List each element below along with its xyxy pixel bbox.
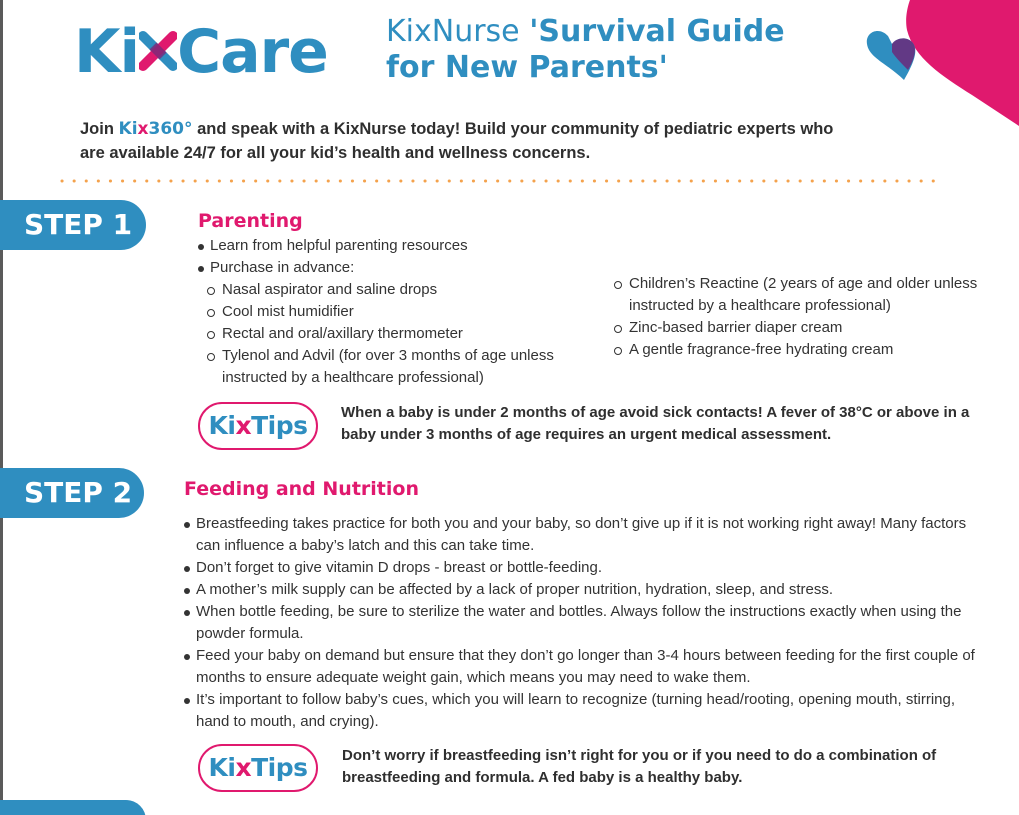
kixcare-logo: [74, 17, 328, 87]
kixtips-suffix: Tips: [251, 753, 308, 782]
kixtips-suffix: Tips: [251, 411, 308, 440]
kixtips-badge: [198, 402, 318, 450]
list-item: Cool mist humidifier: [207, 301, 587, 323]
logo-text-prefix: Ki: [74, 17, 140, 87]
purchase-sublist-right: [614, 273, 1004, 361]
section-heading-parenting: Parenting: [198, 210, 303, 232]
list-item: A gentle fragrance-free hydrating cream: [614, 339, 1004, 361]
step-2-tip: Don’t worry if breastfeeding isn’t right for you or if you need to do a combination of breastfeeding and formula. A fed baby is a healthy baby.: [342, 747, 937, 786]
list-item: Purchase in advance:: [198, 257, 598, 279]
kixtips-badge: [198, 744, 318, 792]
step-2-tab: STEP 2: [0, 468, 144, 518]
list-item: Breastfeeding takes practice for both you and your baby, so don’t give up if it is not working right away! Many factors can influence a baby’s latch and this can take time.: [184, 513, 984, 557]
kixtips-prefix: Ki: [208, 753, 236, 782]
intro-before: Join: [80, 120, 119, 138]
page-left-edge: [0, 0, 3, 815]
list-item: Nasal aspirator and saline drops: [207, 279, 587, 301]
title-bold-line1: 'Survival Guide: [529, 14, 785, 49]
kixtips-prefix: Ki: [208, 411, 236, 440]
step-3-tab: [0, 800, 146, 815]
list-item: Don’t forget to give vitamin D drops - breast or bottle-feeding.: [184, 557, 984, 579]
list-item: Learn from helpful parenting resources: [198, 235, 598, 257]
logo-x-mark-icon: [139, 24, 177, 74]
list-item: Rectal and oral/axillary thermometer: [207, 323, 587, 345]
list-item: It’s important to follow baby’s cues, which you will learn to recognize (turning head/rooting, opening mouth, stirring, hand to mouth, and crying).: [184, 689, 984, 733]
list-item: Zinc-based barrier diaper cream: [614, 317, 1004, 339]
list-item: Feed your baby on demand but ensure that they don’t go longer than 3-4 hours between feeding for the first couple of months to ensure adequate weight gain, which means you may need to wake them.: [184, 645, 984, 689]
intro-paragraph: [80, 117, 840, 165]
title-bold-line2: for New Parents': [386, 50, 668, 85]
intro-after: and speak with a KixNurse today! Build your community of pediatric experts who are available 24/7 for all your kid’s health and wellness concerns.: [80, 120, 834, 162]
parenting-list: [198, 235, 598, 279]
kix360-mark: x: [137, 119, 149, 139]
kix360-prefix: Ki: [118, 119, 138, 139]
list-item: A mother’s milk supply can be affected by a lack of proper nutrition, hydration, sleep, and stress.: [184, 579, 984, 601]
kixtips-mark: x: [235, 411, 252, 440]
step-1-tip: When a baby is under 2 months of age avoid sick contacts! A fever of 38°C or above in a baby under 3 months of age requires an urgent medical assessment.: [341, 404, 970, 443]
list-item: When bottle feeding, be sure to sterilize the water and bottles. Always follow the instructions exactly when using the powder formula.: [184, 601, 984, 645]
logo-text-suffix: Care: [177, 17, 328, 87]
feeding-list: [184, 513, 984, 733]
section-heading-feeding: Feeding and Nutrition: [184, 478, 419, 500]
page-title: [386, 14, 785, 86]
list-item: Children’s Reactine (2 years of age and older unless instructed by a healthcare professional): [614, 273, 1004, 317]
list-item: Tylenol and Advil (for over 3 months of age unless instructed by a healthcare professional): [207, 345, 587, 389]
step-1-tab: STEP 1: [0, 200, 146, 250]
dotted-divider: [60, 178, 945, 184]
kixtips-mark: x: [235, 753, 252, 782]
hearts-icon: [862, 0, 1019, 130]
title-regular: KixNurse: [386, 14, 530, 49]
kix360-suffix: 360°: [148, 119, 193, 139]
purchase-sublist-left: [207, 279, 587, 389]
kix360-brand: [119, 119, 193, 139]
